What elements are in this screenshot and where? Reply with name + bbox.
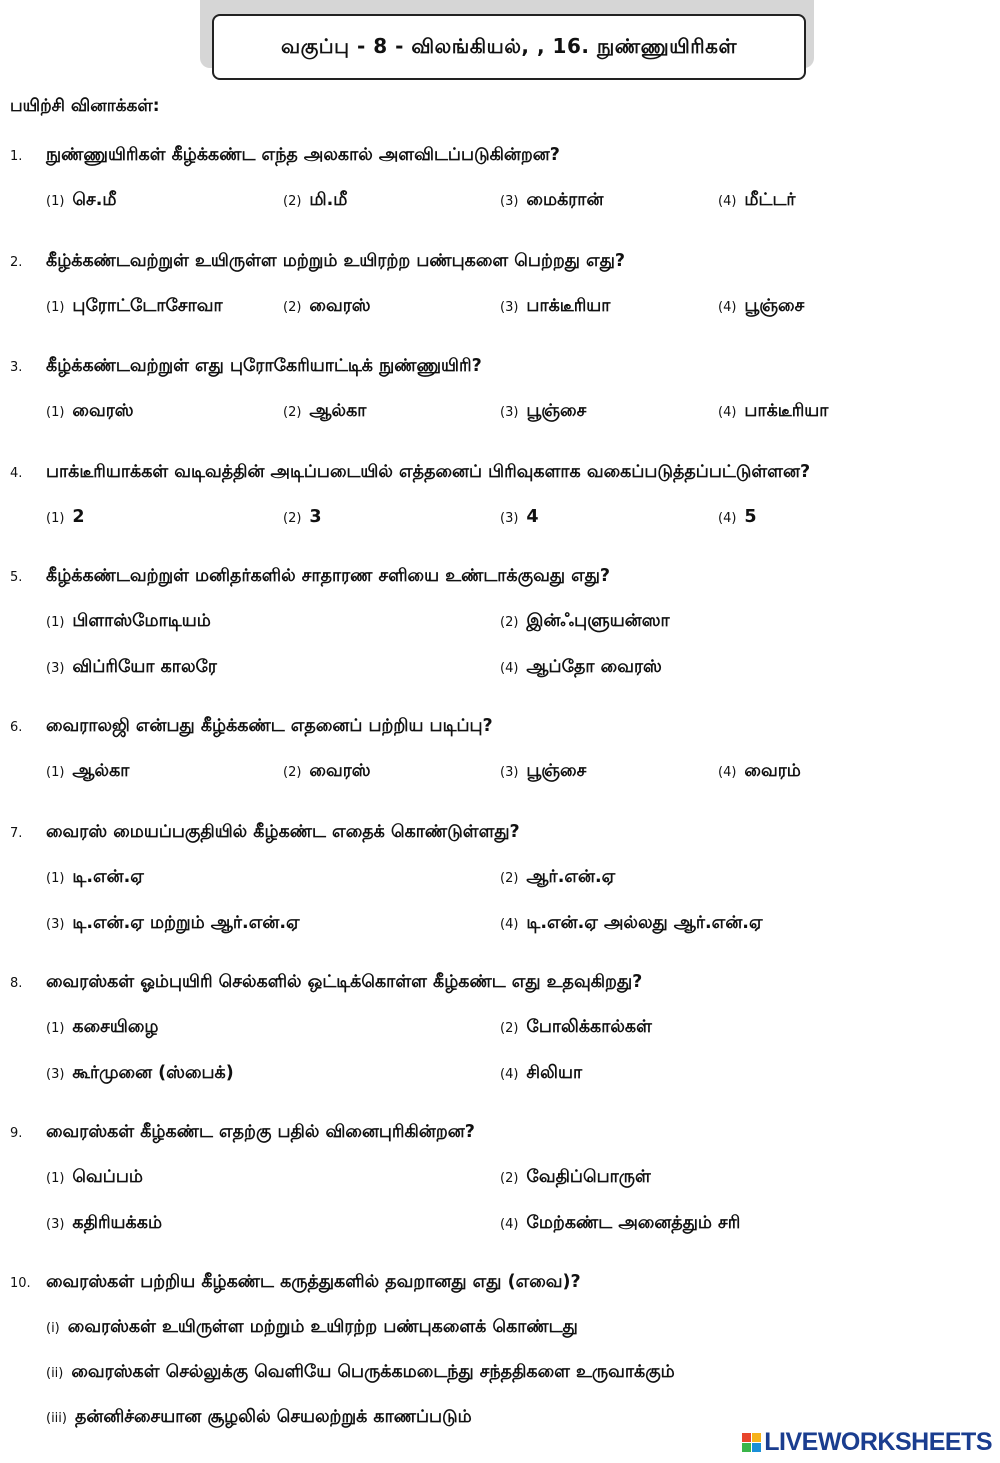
question-number: 8.	[10, 976, 23, 991]
answer-option	[283, 507, 322, 527]
option-text: பூஞ்சை	[744, 296, 805, 316]
option-text: டி.என்.ஏ	[72, 867, 144, 887]
answer-option	[500, 761, 586, 783]
option-number: (2)	[500, 1021, 519, 1036]
option-text: மி.மீ	[309, 190, 348, 210]
option-text: டி.என்.ஏ மற்றும் ஆர்.என்.ஏ	[72, 913, 300, 933]
answer-option	[500, 507, 539, 527]
question-number: 2.	[10, 255, 23, 270]
question-text	[10, 356, 482, 378]
option-number: (2)	[500, 871, 519, 886]
option-number: (2)	[500, 615, 519, 630]
option-number: (4)	[718, 765, 737, 780]
liveworksheets-brand	[742, 1428, 992, 1457]
answer-option	[718, 296, 804, 318]
logo-square	[742, 1433, 751, 1442]
question-text	[10, 462, 810, 484]
option-number: (4)	[500, 917, 519, 932]
answer-option	[46, 1017, 158, 1039]
option-number: (1)	[46, 405, 65, 420]
answer-option	[46, 1407, 472, 1429]
question-label: வைரஸ்கள் ஓம்புயிரி செல்களில் ஒட்டிக்கொள்ள கீழ்கண்ட எது உதவுகிறது?	[46, 972, 643, 992]
option-text: பாக்டீரியா	[526, 296, 611, 316]
question-text	[10, 716, 493, 738]
question-text	[10, 1272, 581, 1294]
option-text: வைரஸ்	[72, 401, 134, 421]
option-text: தன்னிச்சையான சூழலில் செயலற்றுக் காணப்படும்	[74, 1407, 472, 1427]
question-text	[10, 145, 560, 167]
option-text: விப்ரியோ காலரே	[72, 657, 217, 677]
option-text: கசையிழை	[72, 1017, 159, 1037]
option-number: (3)	[500, 511, 519, 526]
answer-option	[46, 1362, 675, 1384]
option-number: (4)	[718, 511, 737, 526]
brand-text: LIVEWORKSHEETS	[764, 1428, 992, 1456]
option-number: (3)	[500, 194, 519, 209]
option-number: (3)	[500, 405, 519, 420]
option-text: 3	[309, 507, 322, 527]
worksheet-header	[212, 14, 806, 80]
answer-option	[46, 913, 300, 935]
answer-option	[46, 296, 223, 318]
option-number: (1)	[46, 615, 65, 630]
answer-option	[718, 507, 757, 527]
option-text: 4	[526, 507, 539, 527]
question-label: வைரஸ்கள் பற்றிய கீழ்கண்ட கருத்துகளில் தவறானது எது (எவை)?	[46, 1272, 581, 1292]
answer-option	[46, 507, 85, 527]
option-text: கூர்முனை (ஸ்பைக்)	[72, 1063, 234, 1083]
question-label: கீழ்க்கண்டவற்றுள் உயிருள்ள மற்றும் உயிரற்ற பண்புகளை பெற்றது எது?	[46, 251, 626, 271]
option-number: (1)	[46, 765, 65, 780]
option-text: மைக்ரான்	[526, 190, 604, 210]
option-text: பாக்டீரியா	[744, 401, 829, 421]
question-number: 3.	[10, 360, 23, 375]
option-text: 5	[744, 507, 757, 527]
answer-option	[283, 296, 371, 318]
option-number: (1)	[46, 194, 65, 209]
option-number: (4)	[718, 405, 737, 420]
question-label: வைராலஜி என்பது கீழ்க்கண்ட எதனைப் பற்றிய படிப்பு?	[46, 716, 493, 736]
option-text: போலிக்கால்கள்	[526, 1017, 652, 1037]
option-text: டி.என்.ஏ அல்லது ஆர்.என்.ஏ	[526, 913, 763, 933]
option-text: ஆல்கா	[72, 761, 130, 781]
option-number: (1)	[46, 1171, 65, 1186]
option-number: (4)	[718, 300, 737, 315]
answer-option	[283, 761, 371, 783]
option-number: (ii)	[46, 1366, 64, 1381]
answer-option	[46, 761, 129, 783]
question-label: வைரஸ்கள் கீழ்கண்ட எதற்கு பதில் வினைபுரிகின்றன?	[46, 1122, 475, 1142]
logo-square	[752, 1433, 761, 1442]
option-text: இன்ஃபுளுயன்ஸா	[526, 611, 670, 631]
question-number: 5.	[10, 570, 23, 585]
option-number: (4)	[718, 194, 737, 209]
question-label: வைரஸ் மையப்பகுதியில் கீழ்கண்ட எதைக் கொண்டுள்ளது?	[46, 822, 520, 842]
answer-option	[500, 1063, 582, 1085]
question-label: பாக்டீரியாக்கள் வடிவத்தின் அடிப்படையில் எத்தனைப் பிரிவுகளாக வகைப்படுத்தப்பட்டுள்ளன?	[46, 462, 811, 482]
option-text: வைரஸ்கள் உயிருள்ள மற்றும் உயிரற்ற பண்புகளைக் கொண்டது	[67, 1317, 578, 1337]
option-number: (3)	[46, 917, 65, 932]
question-text	[10, 822, 520, 844]
option-number: (3)	[46, 1217, 65, 1232]
option-text: பூஞ்சை	[526, 401, 587, 421]
option-number: (3)	[46, 1067, 65, 1082]
option-number: (3)	[500, 765, 519, 780]
option-number: (4)	[500, 1067, 519, 1082]
answer-option	[718, 190, 796, 212]
question-label: கீழ்க்கண்டவற்றுள் மனிதர்களில் சாதாரண சளியை உண்டாக்குவது எது?	[46, 566, 611, 586]
option-number: (2)	[283, 194, 302, 209]
option-text: 2	[72, 507, 85, 527]
question-text	[10, 566, 610, 588]
answer-option	[500, 657, 662, 679]
answer-option	[283, 190, 347, 212]
question-number: 10.	[10, 1276, 31, 1291]
option-number: (1)	[46, 300, 65, 315]
answer-option	[500, 190, 603, 212]
option-number: (2)	[283, 765, 302, 780]
option-number: (1)	[46, 871, 65, 886]
question-number: 4.	[10, 466, 23, 481]
answer-option	[500, 1017, 652, 1039]
question-number: 7.	[10, 826, 23, 841]
answer-option	[46, 1213, 162, 1235]
answer-option	[500, 296, 610, 318]
option-text: ஆல்கா	[309, 401, 367, 421]
option-text: வேதிப்பொருள்	[526, 1167, 651, 1187]
answer-option	[46, 1063, 234, 1085]
option-text: புரோட்டோசோவா	[72, 296, 223, 316]
answer-option	[46, 657, 217, 679]
answer-option	[718, 401, 828, 423]
option-text: சிலியா	[526, 1063, 583, 1083]
answer-option	[46, 867, 144, 889]
option-text: வைரஸ்கள் செல்லுக்கு வெளியே பெருக்கமடைந்து சந்ததிகளை உருவாக்கும்	[71, 1362, 675, 1382]
option-text: பூஞ்சை	[526, 761, 587, 781]
option-text: வைரஸ்	[309, 761, 371, 781]
answer-option	[46, 1167, 143, 1189]
answer-option	[500, 401, 586, 423]
option-text: மேற்கண்ட அனைத்தும் சரி	[526, 1213, 741, 1233]
answer-option	[500, 611, 670, 633]
option-text: ஆப்தோ வைரஸ்	[526, 657, 662, 677]
option-text: வைரம்	[744, 761, 801, 781]
option-number: (4)	[500, 661, 519, 676]
question-text	[10, 1122, 475, 1144]
option-number: (2)	[283, 300, 302, 315]
question-number: 9.	[10, 1126, 23, 1141]
option-number: (1)	[46, 1021, 65, 1036]
answer-option	[500, 913, 763, 935]
answer-option	[46, 190, 117, 212]
option-number: (iii)	[46, 1411, 67, 1426]
answer-option	[718, 761, 801, 783]
option-number: (1)	[46, 511, 65, 526]
answer-option	[46, 1317, 578, 1339]
option-number: (2)	[283, 511, 302, 526]
option-text: வைரஸ்	[309, 296, 371, 316]
option-text: ஆர்.என்.ஏ	[526, 867, 616, 887]
option-number: (3)	[500, 300, 519, 315]
option-text: கதிரியக்கம்	[72, 1213, 163, 1233]
answer-option	[500, 1167, 651, 1189]
question-text	[10, 972, 642, 994]
option-number: (i)	[46, 1321, 60, 1336]
answer-option	[283, 401, 366, 423]
option-text: பிளாஸ்மோடியம்	[72, 611, 211, 631]
option-text: மீட்டர்	[744, 190, 796, 210]
option-text: வெப்பம்	[72, 1167, 143, 1187]
option-number: (4)	[500, 1217, 519, 1232]
liveworksheets-logo-icon	[742, 1433, 761, 1452]
section-title: பயிற்சி வினாக்கள்:	[10, 96, 160, 116]
question-label: கீழ்க்கண்டவற்றுள் எது புரோகேரியாட்டிக் நுண்ணுயிரி?	[46, 356, 482, 376]
worksheet-title: வகுப்பு - 8 - விலங்கியல், , 16. நுண்ணுயிரிகள்	[280, 33, 738, 58]
option-number: (2)	[283, 405, 302, 420]
option-number: (2)	[500, 1171, 519, 1186]
answer-option	[46, 611, 211, 633]
question-text	[10, 251, 625, 273]
answer-option	[500, 867, 615, 889]
logo-square	[752, 1443, 761, 1452]
logo-square	[742, 1443, 751, 1452]
question-number: 1.	[10, 149, 23, 164]
answer-option	[500, 1213, 740, 1235]
question-number: 6.	[10, 720, 23, 735]
question-label: நுண்ணுயிரிகள் கீழ்க்கண்ட எந்த அலகால் அளவிடப்படுகின்றன?	[46, 145, 560, 165]
option-number: (3)	[46, 661, 65, 676]
answer-option	[46, 401, 134, 423]
option-text: செ.மீ	[72, 190, 117, 210]
